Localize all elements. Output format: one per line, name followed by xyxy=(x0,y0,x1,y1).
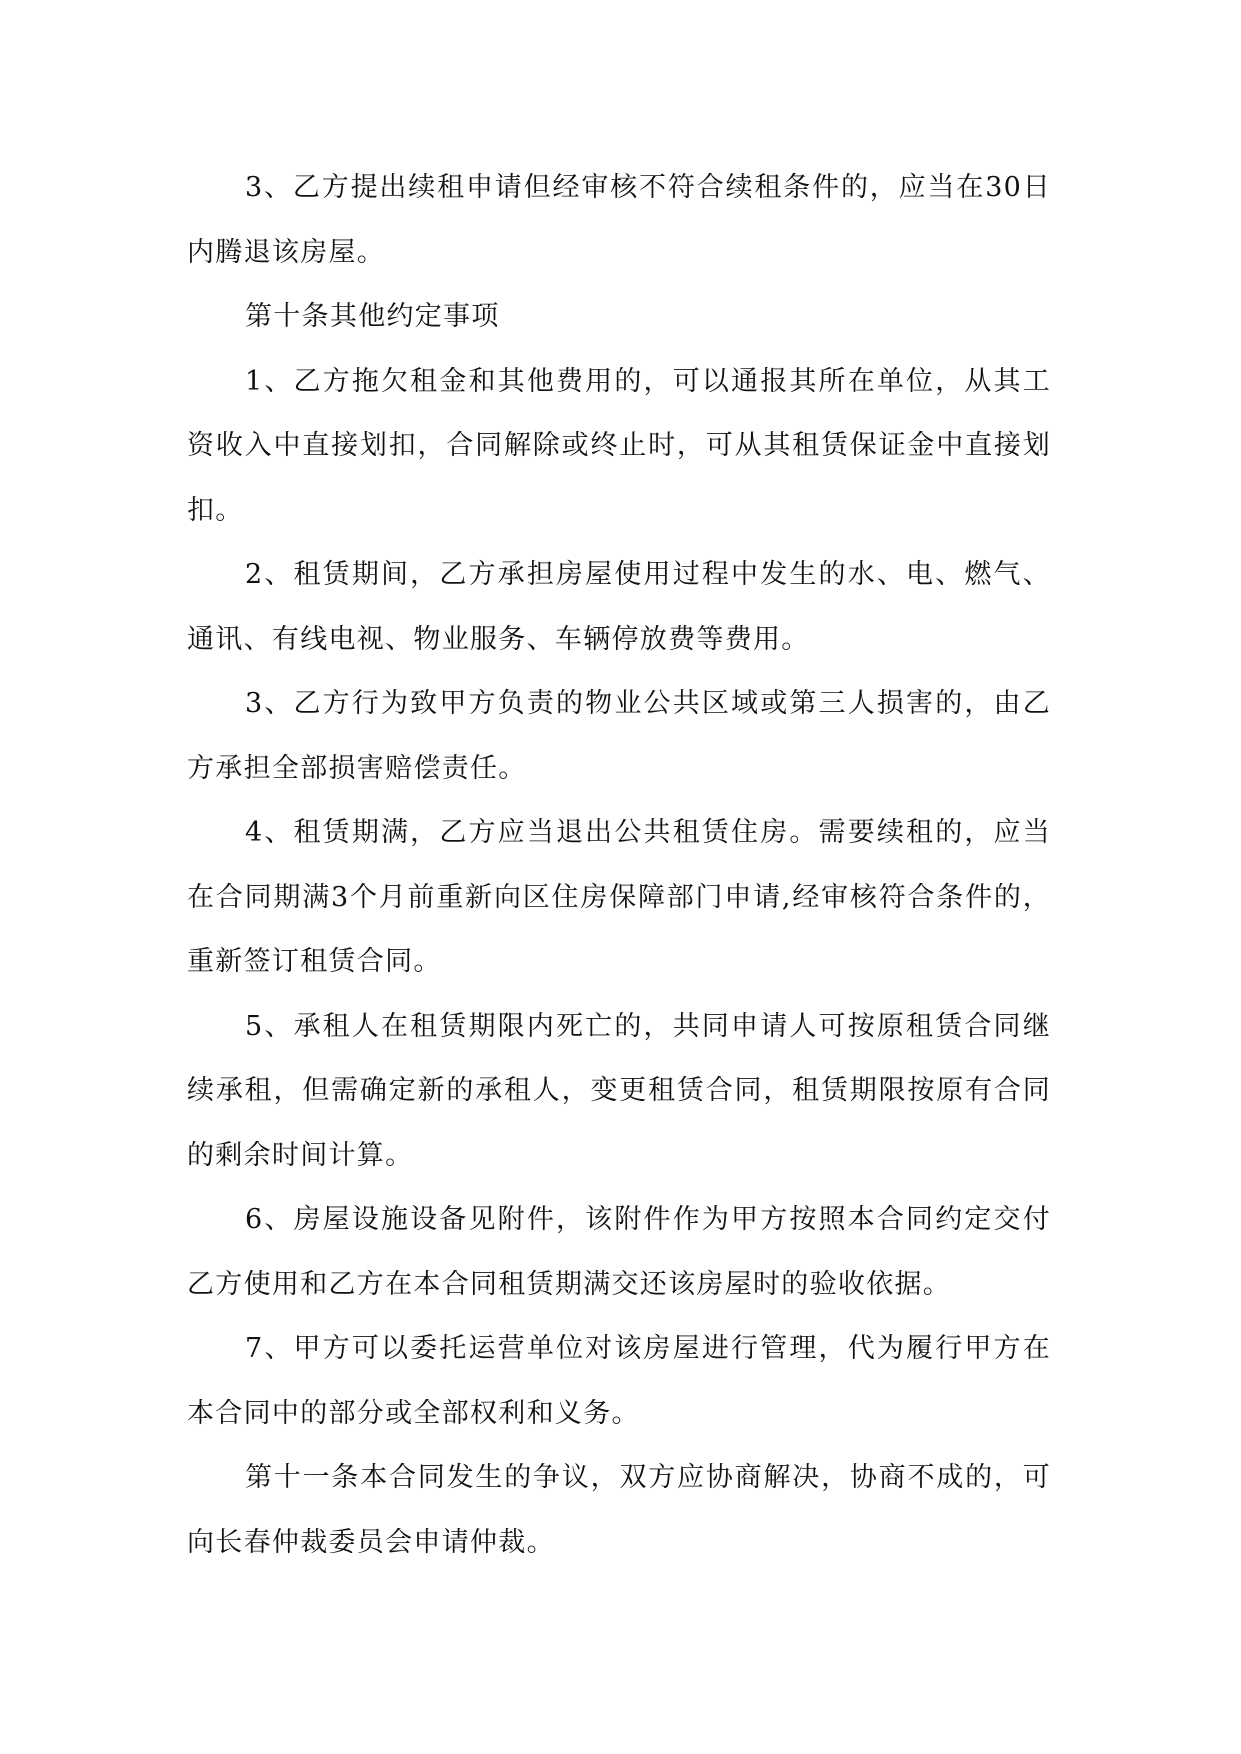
article-10-item-5: 5、承租人在租赁期限内死亡的，共同申请人可按原租赁合同继续承租，但需确定新的承租人，变更租赁合同，租赁期限按原有合同的剩余时间计算。 xyxy=(187,1010,1051,1171)
renewal-clause-3: 3、乙方提出续租申请但经审核不符合续租条件的，应当在30日内腾退该房屋。 xyxy=(187,172,1051,268)
article-11-dispute-clause: 第十一条本合同发生的争议，双方应协商解决，协商不成的，可向长春仲裁委员会申请仲裁。 xyxy=(187,1462,1051,1558)
article-10-item-4: 4、租赁期满，乙方应当退出公共租赁住房。需要续租的，应当在合同期满3个月前重新向区住房保障部门申请,经审核符合条件的，重新签订租赁合同。 xyxy=(187,817,1051,977)
article-10-item-7: 7、甲方可以委托运营单位对该房屋进行管理，代为履行甲方在本合同中的部分或全部权利和义务。 xyxy=(187,1333,1051,1429)
article-10-item-2: 2、租赁期间，乙方承担房屋使用过程中发生的水、电、燃气、通讯、有线电视、物业服务、车辆停放费等费用。 xyxy=(187,559,1051,655)
article-10-item-1: 1、乙方拖欠租金和其他费用的，可以通报其所在单位，从其工资收入中直接划扣，合同解除或终止时，可从其租赁保证金中直接划扣。 xyxy=(187,365,1051,526)
article-10-item-6: 6、房屋设施设备见附件，该附件作为甲方按照本合同约定交付乙方使用和乙方在本合同租赁期满交还该房屋时的验收依据。 xyxy=(187,1204,1051,1300)
article-10-item-3: 3、乙方行为致甲方负责的物业公共区域或第三人损害的，由乙方承担全部损害赔偿责任。 xyxy=(187,688,1051,784)
article-10-heading: 第十条其他约定事项 xyxy=(245,301,500,332)
document-body xyxy=(187,156,1051,1575)
